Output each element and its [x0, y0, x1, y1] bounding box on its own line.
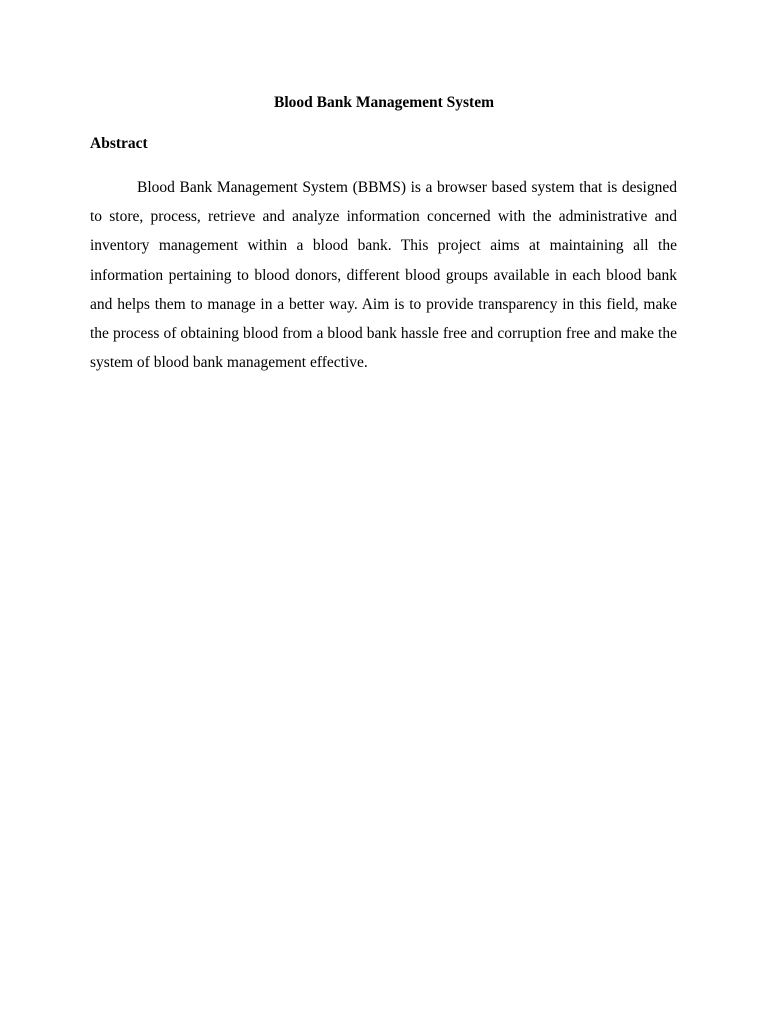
abstract-paragraph: Blood Bank Management System (BBMS) is a browser based system that is designed to store, process, retrieve and analyze information concerned with the administrative and inventory management within a blood bank. This project aims at maintaining all the information pertaining to blood donors, different blood groups available in each blood bank and helps them to manage in a better way. Aim is to provide transparency in this field, make the process of obtaining blood from a blood bank hassle free and corruption free and make the system of blood bank management effective. [90, 179, 677, 372]
document-title: Blood Bank Management System [273, 94, 495, 111]
abstract-heading: Abstract [90, 135, 148, 152]
